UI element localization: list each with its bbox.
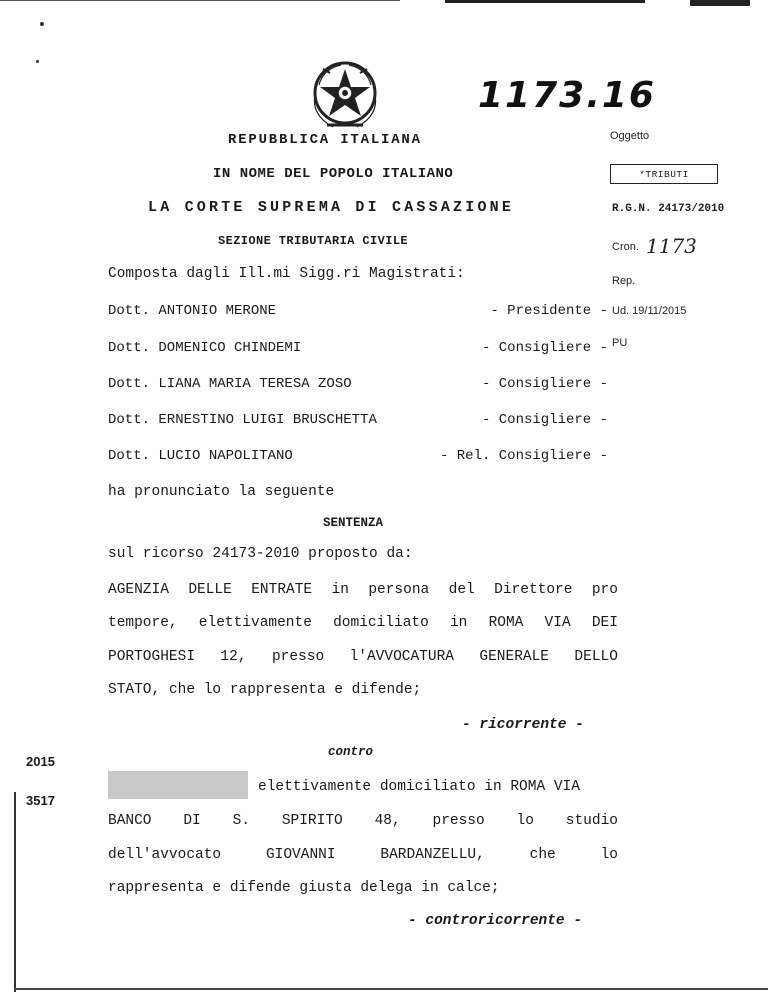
respondent-line xyxy=(108,813,618,829)
word: presso xyxy=(432,813,485,829)
scan-artifact xyxy=(36,60,39,63)
word: 48, xyxy=(374,813,401,829)
magistrate-row xyxy=(108,340,608,358)
word: S. xyxy=(232,813,250,829)
oggetto-label: Oggetto xyxy=(610,130,650,142)
tributi-label: *TRIBUTI xyxy=(639,168,689,180)
header-people: IN NOME DEL POPOLO ITALIANO xyxy=(213,166,454,182)
pu-label: PU xyxy=(612,337,628,349)
word: tempore, xyxy=(108,615,178,631)
word: in xyxy=(331,582,349,598)
scan-artifact xyxy=(690,0,750,6)
word: dell'avvocato xyxy=(108,847,222,863)
number-stamp: 3517 xyxy=(26,793,55,808)
magistrate-name: Dott. ERNESTINO LUIGI BRUSCHETTA xyxy=(108,412,377,428)
magistrate-role: - Presidente - xyxy=(490,303,608,319)
magistrate-role: - Consigliere - xyxy=(481,376,608,392)
word: in xyxy=(449,615,468,631)
registry-number-stamp xyxy=(478,75,656,116)
cron-label: Cron. xyxy=(612,241,639,253)
word: l'AVVOCATURA xyxy=(349,649,454,665)
respondent-last-line: rappresenta e difende giusta delega in calce; xyxy=(108,880,500,896)
word: presso xyxy=(271,649,325,665)
word: del xyxy=(448,582,475,598)
header-republic: REPUBBLICA ITALIANA xyxy=(228,132,422,148)
registry-number: 1173.16 xyxy=(478,75,656,116)
word: VIA xyxy=(544,615,571,631)
word: DEI xyxy=(591,615,618,631)
controricorrente-label: - controricorrente - xyxy=(408,913,583,929)
respondent-first-line: elettivamente domiciliato in ROMA VIA xyxy=(258,779,580,795)
word: che xyxy=(529,847,556,863)
word: persona xyxy=(368,582,430,598)
magistrate-name: Dott. DOMENICO CHINDEMI xyxy=(108,340,302,356)
word: DELLE xyxy=(188,582,232,598)
ricorso-intro: sul ricorso 24173-2010 proposto da: xyxy=(108,546,413,562)
word: GIOVANNI xyxy=(265,847,336,863)
word: AGENZIA xyxy=(108,582,169,598)
margin-line xyxy=(14,792,16,992)
word: SPIRITO xyxy=(281,813,343,829)
word: pro xyxy=(591,582,618,598)
word: BARDANZELLU, xyxy=(380,847,485,863)
word: GENERALE xyxy=(479,649,550,665)
rgn-number: R.G.N. 24173/2010 xyxy=(612,203,725,215)
word: ROMA xyxy=(488,615,524,631)
magistrate-role: - Rel. Consigliere - xyxy=(439,448,608,464)
word: lo xyxy=(516,813,534,829)
contro-label: contro xyxy=(328,745,374,759)
scan-artifact xyxy=(40,22,44,26)
composition-intro: Composta dagli Ill.mi Sigg.ri Magistrati: xyxy=(108,266,465,282)
scan-artifact xyxy=(0,0,400,1)
magistrate-row xyxy=(108,448,608,466)
word: Direttore xyxy=(494,582,573,598)
tributi-box xyxy=(610,164,718,184)
redacted-name xyxy=(108,771,248,799)
appellant-line xyxy=(108,582,618,598)
magistrate-name: Dott. LIANA MARIA TERESA ZOSO xyxy=(108,376,352,392)
word: ENTRATE xyxy=(251,582,313,598)
word: studio xyxy=(565,813,618,829)
word: domiciliato xyxy=(333,615,429,631)
appellant-line xyxy=(108,649,618,665)
magistrate-row xyxy=(108,412,608,430)
word: 12, xyxy=(220,649,247,665)
header-court: LA CORTE SUPREMA DI CASSAZIONE xyxy=(148,199,515,216)
scan-artifact xyxy=(14,988,768,990)
appellant-line xyxy=(108,615,618,631)
magistrate-name: Dott. ANTONIO MERONE xyxy=(108,303,277,319)
sentenza-title: SENTENZA xyxy=(323,516,384,530)
hearing-date: Ud. 19/11/2015 xyxy=(612,305,687,317)
word: lo xyxy=(600,847,618,863)
magistrate-row xyxy=(108,376,608,394)
word: PORTOGHESI xyxy=(108,649,196,665)
magistrate-role: - Consigliere - xyxy=(481,340,608,356)
word: DI xyxy=(183,813,201,829)
pronounced-text: ha pronunciato la seguente xyxy=(108,484,335,500)
word: elettivamente xyxy=(198,615,312,631)
word: BANCO xyxy=(108,813,152,829)
republic-emblem-icon xyxy=(305,55,385,135)
scan-artifact xyxy=(445,0,645,3)
magistrate-name: Dott. LUCIO NAPOLITANO xyxy=(108,448,293,464)
header-section: SEZIONE TRIBUTARIA CIVILE xyxy=(218,234,409,248)
word: DELLO xyxy=(574,649,618,665)
ricorrente-label: - ricorrente - xyxy=(462,717,584,733)
magistrate-role: - Consigliere - xyxy=(481,412,608,428)
magistrate-row xyxy=(108,303,608,321)
respondent-line xyxy=(108,847,618,863)
year-stamp: 2015 xyxy=(26,754,55,769)
cron-handwritten-number: 1173 xyxy=(646,234,697,258)
rep-label: Rep. xyxy=(612,275,636,287)
appellant-last-line: STATO, che lo rappresenta e difende; xyxy=(108,682,422,698)
